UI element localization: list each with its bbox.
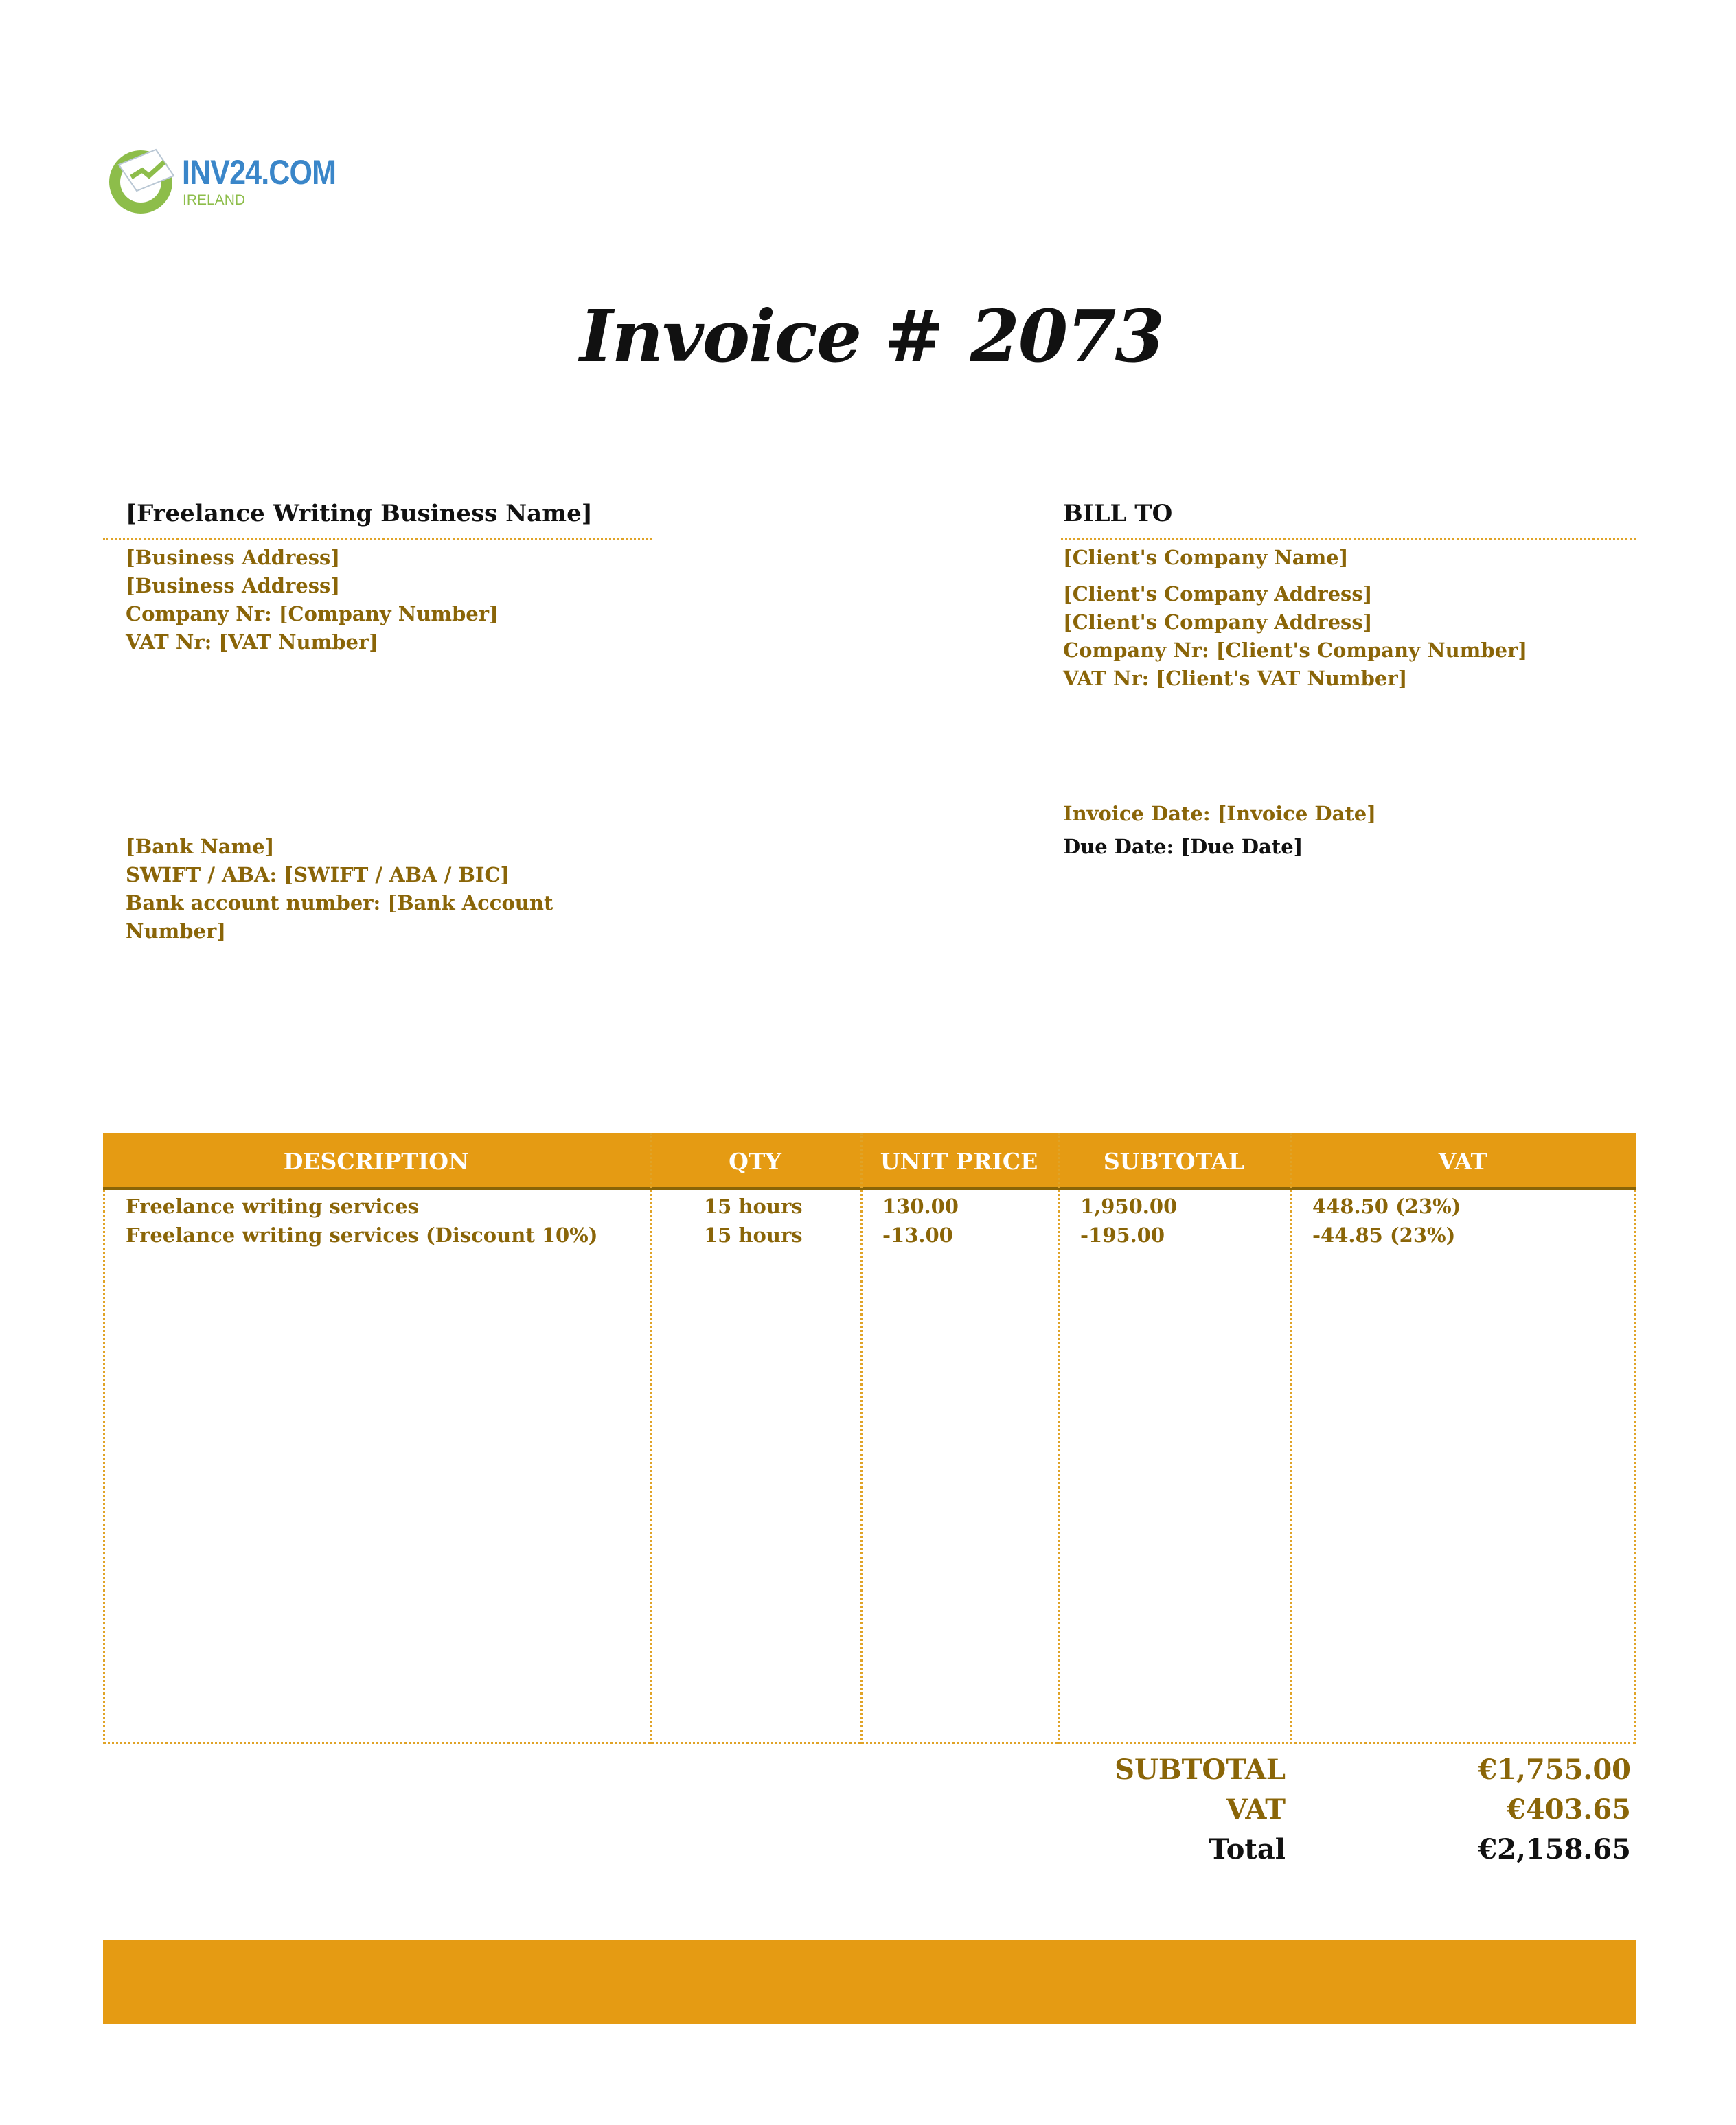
column-divider: [1290, 1133, 1292, 1744]
bill-to-heading: BILL TO: [1063, 500, 1173, 527]
due-date: Due Date: [Due Date]: [1063, 835, 1303, 858]
invoice-title: [0, 294, 1736, 378]
column-divider: [650, 1133, 652, 1744]
header-description: DESCRIPTION: [283, 1148, 470, 1175]
seller-name: [Freelance Writing Business Name]: [126, 500, 593, 527]
client-address-1: [Client's Company Address]: [1063, 582, 1373, 606]
table-row-1-description: Freelance writing services: [126, 1195, 419, 1218]
column-divider: [860, 1133, 863, 1744]
seller-address-1: [Business Address]: [126, 546, 341, 569]
invoice-number: 2073: [970, 294, 1163, 378]
column-divider: [1058, 1133, 1060, 1744]
table-row-2-qty: 15 hours: [704, 1224, 803, 1247]
table-row-1-subtotal: 1,950.00: [1080, 1195, 1178, 1218]
bank-swift: SWIFT / ABA: [SWIFT / ABA / BIC]: [126, 863, 510, 886]
header-subtotal: SUBTOTAL: [1103, 1148, 1245, 1175]
total-value: €2,158.65: [1478, 1833, 1631, 1865]
subtotal-value: €1,755.00: [1478, 1754, 1631, 1786]
logo-brand: INV24.COM: [182, 153, 336, 192]
table-header-underline: [103, 1187, 1636, 1190]
invoice-date: Invoice Date: [Invoice Date]: [1063, 802, 1376, 825]
client-company-nr: Company Nr: [Client's Company Number]: [1063, 639, 1528, 662]
seller-divider: [103, 538, 652, 540]
vat-label: VAT: [1226, 1793, 1286, 1826]
invoice-title-label: Invoice #: [580, 294, 943, 378]
table-row-2-description: Freelance writing services (Discount 10%): [126, 1224, 598, 1247]
table-row-2-vat: -44.85 (23%): [1312, 1224, 1456, 1247]
bill-to-divider: [1061, 538, 1636, 540]
subtotal-label: SUBTOTAL: [1115, 1754, 1286, 1786]
header-vat: VAT: [1438, 1148, 1488, 1175]
seller-company-nr: Company Nr: [Company Number]: [126, 602, 499, 625]
table-row-1-vat: 448.50 (23%): [1312, 1195, 1461, 1218]
seller-vat-nr: VAT Nr: [VAT Number]: [126, 630, 378, 654]
bank-name: [Bank Name]: [126, 835, 275, 858]
header-qty: QTY: [729, 1148, 781, 1175]
bank-details: [126, 833, 553, 945]
table-row-1-unit-price: 130.00: [882, 1195, 959, 1218]
bank-account-line-2: Number]: [126, 919, 227, 943]
bank-account-line-1: Bank account number: [Bank Account: [126, 891, 553, 915]
client-vat-nr: VAT Nr: [Client's VAT Number]: [1063, 667, 1408, 690]
client-company-name: [Client's Company Name]: [1063, 546, 1349, 569]
client-address-2: [Client's Company Address]: [1063, 610, 1373, 634]
total-label: Total: [1209, 1833, 1286, 1865]
logo-subtitle: IRELAND: [183, 192, 246, 208]
header-unit-price: UNIT PRICE: [880, 1148, 1038, 1175]
footer-bar: [103, 1940, 1636, 2024]
table-row-1-qty: 15 hours: [704, 1195, 803, 1218]
table-row-2-unit-price: -13.00: [882, 1224, 953, 1247]
vat-value: €403.65: [1507, 1793, 1631, 1826]
seller-details: [126, 544, 499, 656]
table-row-2-subtotal: -195.00: [1080, 1224, 1165, 1247]
seller-address-2: [Business Address]: [126, 574, 341, 597]
client-details: [1063, 580, 1527, 693]
